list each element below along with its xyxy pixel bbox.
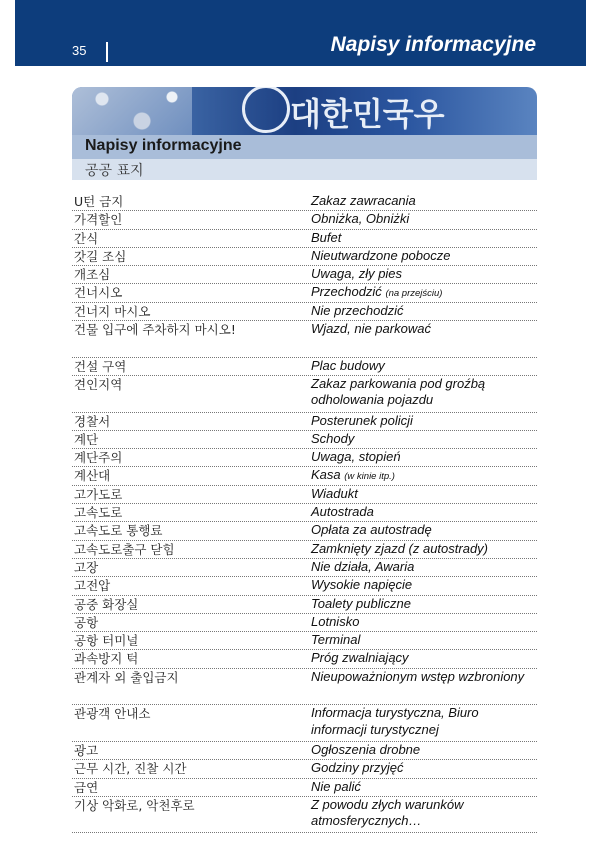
polish-translation: Kasa (w kinie itp.) <box>311 467 395 483</box>
korean-term: 건물 입구에 주차하지 마시오! <box>74 322 236 338</box>
korean-term: 고전압 <box>74 578 111 594</box>
korean-term: 경찰서 <box>74 413 111 429</box>
section-subtitle-text: 공공 표지 <box>85 163 144 179</box>
korean-term: 간식 <box>74 230 99 246</box>
list-item <box>72 358 537 376</box>
list-item <box>72 321 537 358</box>
korean-term: 개조심 <box>74 267 111 283</box>
polish-translation: Nieutwardzone pobocze <box>311 247 451 263</box>
list-item <box>72 230 537 248</box>
korean-term: 고속도로 통행료 <box>74 523 163 539</box>
korean-term: 공중 화장실 <box>74 596 139 612</box>
list-item <box>72 486 537 504</box>
korean-term: 계단주의 <box>74 450 123 466</box>
polish-translation: Bufet <box>311 229 342 245</box>
list-item <box>72 376 537 413</box>
list-item <box>72 211 537 229</box>
polish-translation: Uwaga, stopień <box>311 449 401 465</box>
polish-translation: Przechodzić (na przejściu) <box>311 284 443 300</box>
korean-term: 공항 터미널 <box>74 633 139 649</box>
polish-translation: Wjazd, nie parkować <box>311 321 431 337</box>
page-number: 35 <box>72 43 87 58</box>
header-title: Napisy informacyjne <box>330 33 536 56</box>
list-item <box>72 779 537 797</box>
list-item <box>72 449 537 467</box>
korean-term: 건너시오 <box>74 285 123 301</box>
polish-translation: Wiadukt <box>311 485 358 501</box>
korean-term: 공항 <box>74 614 99 630</box>
polish-translation: Toalety publiczne <box>311 595 411 611</box>
korean-term: 계단 <box>74 431 99 447</box>
list-item <box>72 413 537 431</box>
usage-note: (w kinie itp.) <box>344 471 395 483</box>
banner-photo <box>72 87 537 135</box>
list-item <box>72 303 537 321</box>
list-item <box>72 669 537 706</box>
list-item <box>72 248 537 266</box>
polish-translation: Próg zwalniający <box>311 650 409 666</box>
korean-term: U턴 금지 <box>74 194 124 209</box>
korean-term: 갓길 조심 <box>74 248 127 264</box>
polish-translation: Nieupoważnionym wstęp wzbroniony <box>311 668 525 684</box>
list-item <box>72 504 537 522</box>
list-item <box>72 193 537 211</box>
polish-translation: Opłata za autostradę <box>311 522 432 538</box>
korean-term: 가격할인 <box>74 212 123 228</box>
korean-term: 관계자 외 출입금지 <box>74 669 179 685</box>
korean-term: 건너지 마시오 <box>74 303 151 319</box>
header-divider <box>106 42 108 62</box>
emblem-icon <box>242 87 290 133</box>
polish-translation: Godziny przyjęć <box>311 760 404 776</box>
polish-translation: Wysokie napięcie <box>311 577 413 593</box>
section-title-text: Napisy informacyjne <box>85 137 242 154</box>
polish-translation: Lotnisko <box>311 613 360 629</box>
section-subtitle <box>72 159 537 180</box>
korean-term: 금연 <box>74 779 99 795</box>
polish-translation: Obniżka, Obniżki <box>311 211 410 227</box>
korean-term: 계산대 <box>74 468 111 484</box>
polish-translation: Autostrada <box>311 504 374 520</box>
korean-term: 광고 <box>74 742 99 758</box>
polish-translation: Nie palić <box>311 778 361 794</box>
polish-translation: Terminal <box>311 632 361 648</box>
section-title <box>72 135 537 159</box>
polish-translation: Z powodu złych warunków atmosferycznych… <box>311 796 464 829</box>
banner-photo-stamp <box>72 87 192 135</box>
korean-term: 과속방지 턱 <box>74 651 139 667</box>
list-item <box>72 431 537 449</box>
polish-translation: Zakaz parkowania pod groźbą odholowania pojazdu <box>311 375 486 408</box>
polish-translation: Ogłoszenia drobne <box>311 741 421 757</box>
polish-translation: Schody <box>311 430 355 446</box>
korean-term: 고가도로 <box>74 486 123 502</box>
polish-translation: Nie przechodzić <box>311 302 404 318</box>
list-item <box>72 541 537 559</box>
list-item <box>72 577 537 595</box>
list-item <box>72 596 537 614</box>
korean-term: 관광객 안내소 <box>74 706 151 722</box>
korean-term: 건설 구역 <box>74 358 127 374</box>
polish-translation: Uwaga, zły pies <box>311 266 403 282</box>
usage-note: (na przejściu) <box>385 288 443 300</box>
korean-term: 근무 시간, 진찰 시간 <box>74 761 187 777</box>
list-item <box>72 559 537 577</box>
polish-translation: Plac budowy <box>311 357 385 373</box>
list-item <box>72 650 537 668</box>
polish-translation: Zamknięty zjazd (z autostrady) <box>311 540 489 556</box>
list-item <box>72 522 537 540</box>
list-item <box>72 467 537 485</box>
polish-translation: Zakaz zawracania <box>311 193 416 208</box>
list-item <box>72 632 537 650</box>
korean-term: 고속도로출구 닫힘 <box>74 541 175 557</box>
list-item <box>72 797 537 834</box>
list-item <box>72 614 537 632</box>
korean-term: 견인지역 <box>74 376 123 392</box>
korean-term: 기상 악화로, 악천후로 <box>74 797 195 813</box>
korean-term: 고속도로 <box>74 505 123 521</box>
list-item <box>72 705 537 742</box>
polish-translation: Nie działa, Awaria <box>311 558 415 574</box>
polish-translation: Informacja turystyczna, Biuro informacji turystycznej <box>311 705 479 737</box>
phrase-list <box>72 193 537 833</box>
banner-photo-text: 대한민국우 <box>290 95 445 133</box>
list-item <box>72 284 537 302</box>
korean-term: 고장 <box>74 559 99 575</box>
list-item <box>72 760 537 778</box>
polish-translation: Posterunek policji <box>311 412 413 428</box>
list-item <box>72 742 537 760</box>
list-item <box>72 266 537 284</box>
